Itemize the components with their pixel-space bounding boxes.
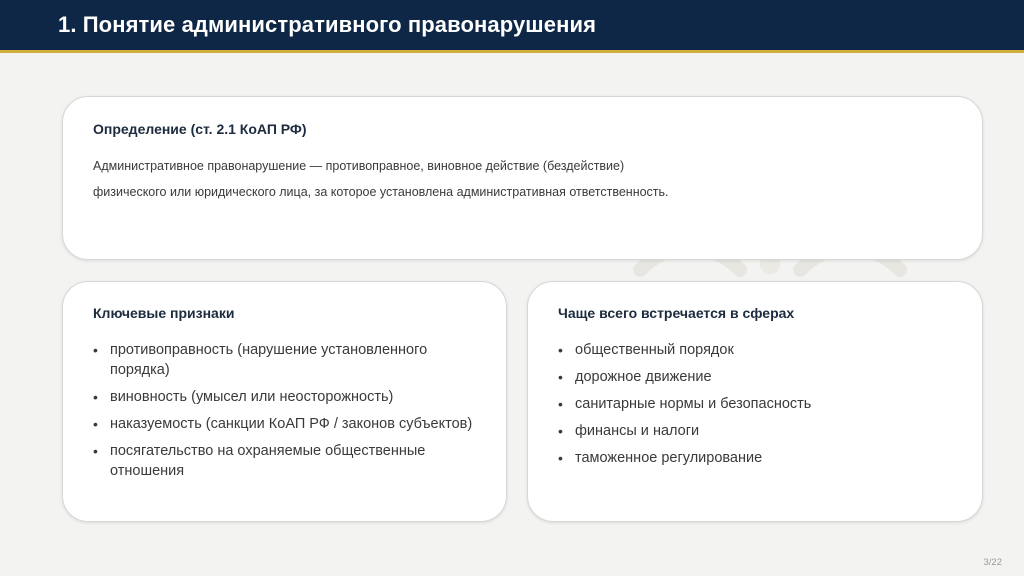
bullet-icon: •: [93, 342, 98, 358]
list-item-text: посягательство на охраняемые общественные отношения: [110, 443, 426, 479]
features-title: Ключевые признаки: [93, 305, 235, 321]
bullet-icon: •: [558, 342, 563, 358]
bullet-icon: •: [93, 416, 98, 432]
bullet-icon: •: [93, 389, 98, 405]
spheres-card: [527, 281, 983, 522]
list-item-text: таможенное регулирование: [575, 450, 763, 466]
definition-line: физического или юридического лица, за которое установлена административная ответственность.: [93, 185, 669, 199]
list-item: [558, 340, 958, 360]
spheres-list: [558, 340, 958, 475]
list-item-text: дорожное движение: [575, 369, 712, 385]
bullet-icon: •: [558, 396, 563, 412]
list-item-text: наказуемость (санкции КоАП РФ / законов субъектов): [110, 416, 473, 432]
bullet-icon: •: [558, 369, 563, 385]
list-item: [93, 414, 483, 434]
list-item: [93, 340, 483, 380]
list-item-text: финансы и налоги: [575, 423, 700, 439]
page-indicator: 3/22: [983, 557, 1002, 568]
definition-text: [93, 153, 953, 205]
bullet-icon: •: [558, 450, 563, 466]
bullet-icon: •: [558, 423, 563, 439]
list-item: [558, 448, 958, 468]
slide-header: [0, 0, 1024, 53]
features-list: [93, 340, 483, 488]
bullet-icon: •: [93, 443, 98, 459]
definition-line: Административное правонарушение — противоправное, виновное действие (бездействие): [93, 159, 625, 173]
spheres-title: Чаще всего встречается в сферах: [558, 305, 795, 321]
list-item: [93, 441, 483, 481]
list-item-text: виновность (умысел или неосторожность): [110, 389, 394, 405]
slide-title: 1. Понятие административного правонарушения: [58, 12, 597, 37]
definition-title: Определение (ст. 2.1 КоАП РФ): [93, 121, 307, 137]
list-item-text: общественный порядок: [575, 342, 734, 358]
list-item-text: санитарные нормы и безопасность: [575, 396, 812, 412]
list-item: [558, 367, 958, 387]
definition-card: [62, 96, 983, 260]
list-item: [93, 387, 483, 407]
list-item: [558, 394, 958, 414]
features-card: [62, 281, 507, 522]
list-item-text: противоправность (нарушение установленного порядка): [110, 342, 428, 378]
list-item: [558, 421, 958, 441]
